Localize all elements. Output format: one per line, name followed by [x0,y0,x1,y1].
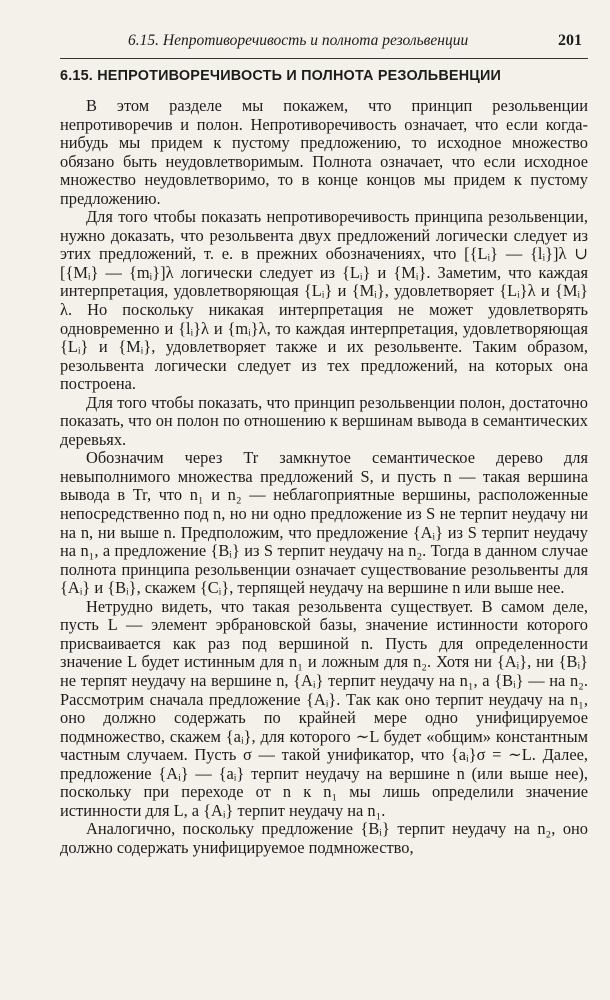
page-number: 201 [558,32,582,49]
body-text [60,97,588,857]
paragraph: В этом разделе мы покажем, что принцип резольвенции непротиворечив и полон. Непротиворечивость означает, что если когда-нибудь мы придем к пустому предложению, то исходное множество обязано быть неудовлетворимым. Полнота означает, что если исходное множество неудовлетворимо, то в конце концов мы придем к пустому предложению. [60,96,588,208]
paragraph: Нетрудно видеть, что такая резольвента существует. В самом деле, пусть L — элемент эрбрановской базы, значение истинности которого присваивается как раз под вершиной n. Пусть для определенности значение L будет истинным для n₁ и ложным для n₂. Хотя ни {Aᵢ}, ни {Bᵢ} не терпят неудачу на вершине n, {Aᵢ} терпит неудачу на n₁, а {Bᵢ} — на n₂. Рассмотрим сначала предложение {Aᵢ}. Так как оно терпит неудачу на n₁, оно должно содержать по крайней мере одно унифицируемое подмножество, скажем {aᵢ}, для которого ∼L будет «общим» константным частным случаем. Пусть σ — такой унификатор, что {aᵢ}σ = ∼L. Далее, предложение {Aᵢ} — {aᵢ} терпит неудачу на вершине n (или выше нее), поскольку при переходе от n к n₁ мы лишь определили значение истинности для L, а {Aᵢ} терпит неудачу на n₁. [60,596,588,820]
running-title: 6.15. Непротиворечивость и полнота резольвенции [128,32,469,49]
paragraph: Обозначим через Tr замкнутое семантическое дерево для невыполнимого множества предложений S, и пусть n — такая вершина вывода в Tr, что n₁ и n₂ — неблагоприятные вершины, расположенные непосредственно под n, но ни одно предложение из S не терпит неудачу ни на n, ни выше n. Предположим, что предложение {Aᵢ} из S терпит неудачу на n₁, а предложение {Bᵢ} из S терпит неудачу на n₂. Тогда в данном случае полнота принципа резольвенции означает существование резольвенты для {Aᵢ} и {Bᵢ}, скажем {Cᵢ}, терпящей неудачу на вершине n или выше нее. [60,448,588,598]
section-heading: 6.15. НЕПРОТИВОРЕЧИВОСТЬ И ПОЛНОТА РЕЗОЛЬВЕНЦИИ [60,68,502,84]
paragraph: Аналогично, поскольку предложение {Bᵢ} терпит неудачу на n₂, оно должно содержать унифицируемое подмножество, [60,819,588,857]
header-rule [60,58,588,59]
paragraph: Для того чтобы показать непротиворечивость принципа резольвенции, нужно доказать, что резольвента двух предложений логически следует из этих предложений, т. е. в прежних обозначениях, что [{Lᵢ} — {lᵢ}]λ ∪ [{Mᵢ} — {mᵢ}]λ логически следует из {Lᵢ} и {Mᵢ}. Заметим, что каждая интерпретация, удовлетворяющая {Lᵢ} и {Mᵢ}, удовлетворяет {Lᵢ}λ и {Mᵢ}λ. Но поскольку никакая интерпретация не может удовлетворять одновременно и {lᵢ}λ и {mᵢ}λ, то каждая интерпретация, удовлетворяющая {Lᵢ} и {Mᵢ}, удовлетворяет также и их резольвенте. Таким образом, резольвента логически следует из тех предложений, на которых она построена. [60,207,588,394]
paragraph: Для того чтобы показать, что принцип резольвенции полон, достаточно показать, что он полон по отношению к вершинам вывода в семантических деревьях. [60,392,588,449]
running-head [60,32,588,54]
